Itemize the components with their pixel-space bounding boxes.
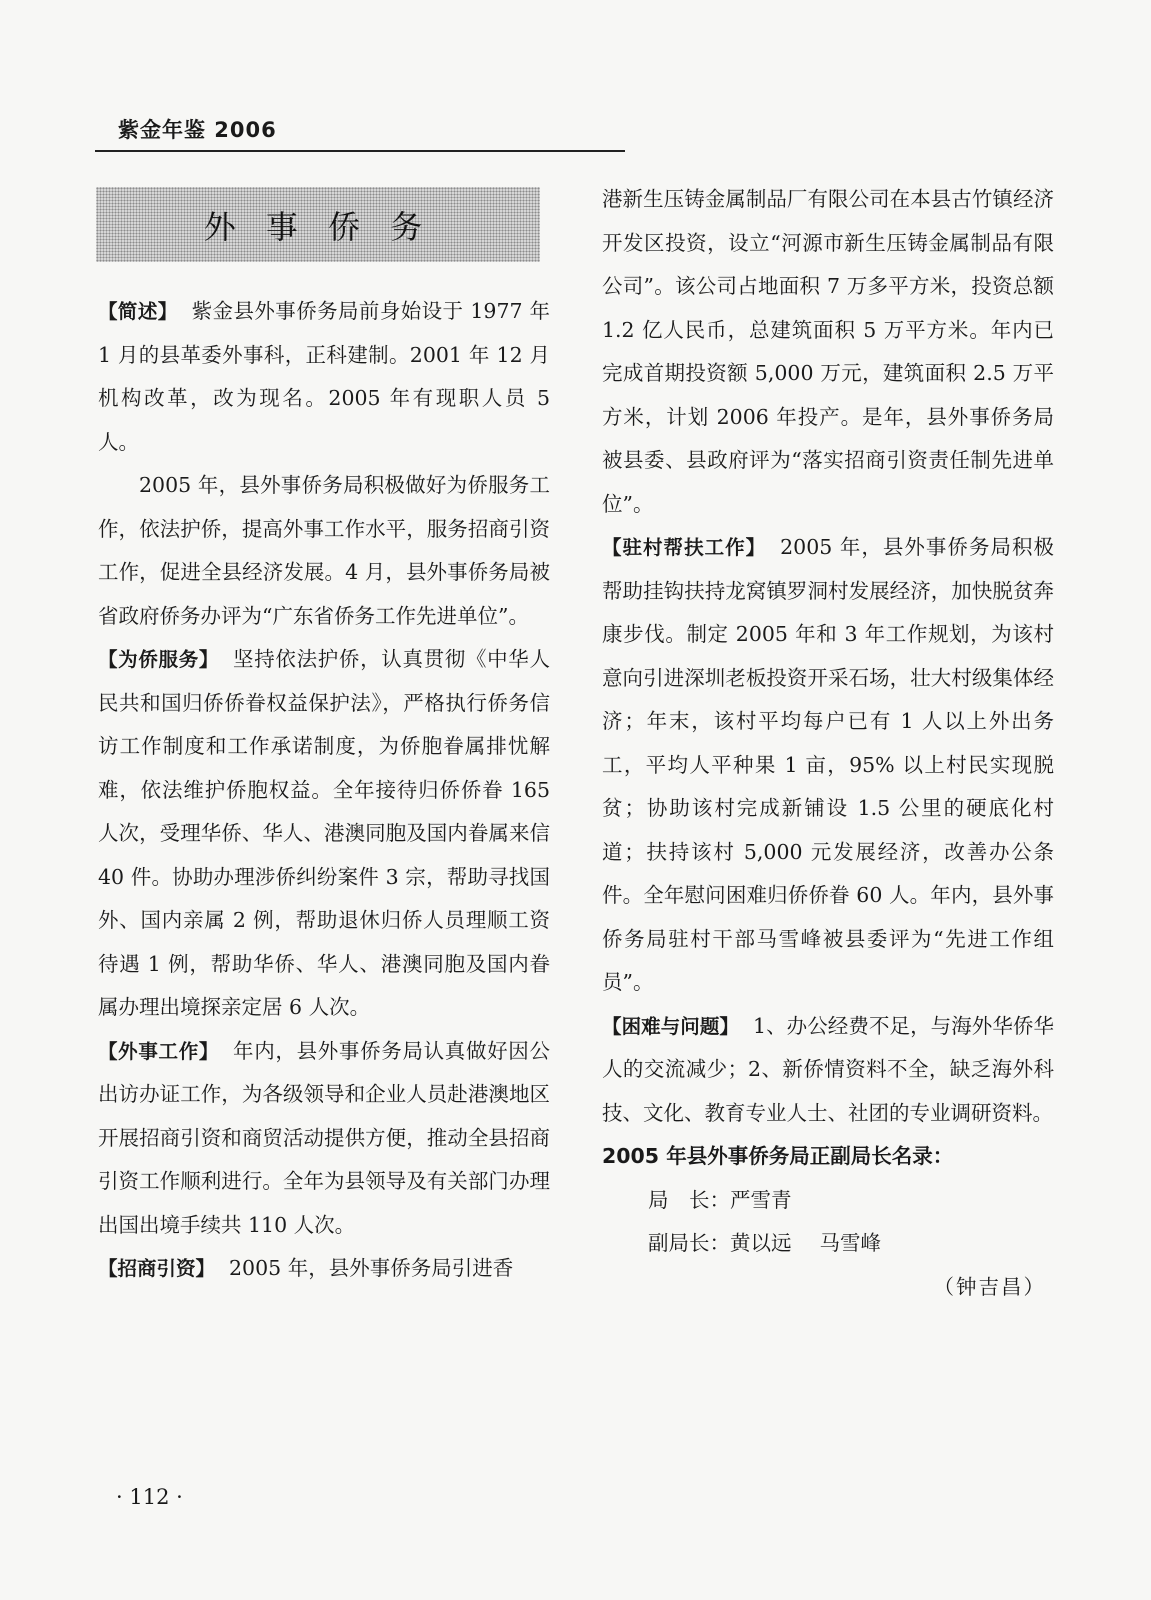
paragraph-overview	[98, 290, 550, 464]
paragraph-problems	[602, 1005, 1054, 1136]
header-rule	[95, 150, 625, 152]
paragraph-text: 2005 年，县外事侨务局引进香	[229, 1256, 514, 1280]
section-title-banner	[96, 187, 540, 262]
paragraph-text: 坚持依法护侨，认真贯彻《中华人民共和国归侨侨眷权益保护法》，严格执行侨务信访工作制度和工作承诺制度，为侨胞眷属排忧解难，依法维护侨胞权益。全年接待归侨侨眷 165 人次，受理华侨、华人、港澳同胞及国内眷属来信 40 件。协助办理涉侨纠纷案件 3 宗，帮助寻找国外、国内亲属 2 例，帮助退休归侨人员理顺工资待遇 1 例，帮助华侨、华人、港澳同胞及国内眷属办理出境探亲定居 6 人次。	[98, 647, 550, 1019]
paragraph-text: 紫金县外事侨务局前身始设于 1977 年 1 月的县革委外事科，正科建制。2001 年 12 月机构改革，改为现名。2005 年有现职人员 5 人。	[98, 299, 550, 454]
paragraph-investment	[98, 1247, 550, 1291]
paragraph-investment-continued	[602, 178, 1054, 526]
page-number: · 112 ·	[116, 1485, 183, 1509]
roster-entry: 副局长：黄以远	[648, 1231, 792, 1255]
roster-deputies	[602, 1222, 1054, 1266]
paragraph-summary	[98, 464, 550, 638]
roster-entry: 局 长：严雪青	[648, 1187, 792, 1212]
paragraph-text: 2005 年，县外事侨务局积极帮助挂钩扶持龙窝镇罗洞村发展经济，加快脱贫奔康步伐。制定 2005 年和 3 年工作规划，为该村意向引进深圳老板投资开采石场，壮大村级集体经济；年末，该村平均每户已有 1 人以上外出务工，平均人平种果 1 亩，95% 以上村民实现脱贫；协助该村完成新铺设 1.5 公里的硬底化村道；扶持该村 5,000 元发展经济，改善办公条件。全年慰问困难归侨侨眷 60 人。年内，县外事侨务局驻村干部马雪峰被县委评为“先进工作组员”。	[602, 535, 1054, 994]
left-column	[98, 290, 550, 1291]
paragraph-text: 港新生压铸金属制品厂有限公司在本县古竹镇经济开发区投资，设立“河源市新生压铸金属制品有限公司”。该公司占地面积 7 万多平方米，投资总额 1.2 亿人民币，总建筑面积 5 万平方米。年内已完成首期投资额 5,000 万元，建筑面积 2.5 万平方米，计划 2006 年投产。是年，县外事侨务局被县委、县政府评为“落实招商引资责任制先进单位”。	[602, 187, 1054, 516]
right-column	[602, 178, 1054, 1309]
paragraph-overseas-service	[98, 638, 550, 1030]
paragraph-tag: 【外事工作】	[98, 1039, 220, 1063]
roster-director	[602, 1179, 1054, 1223]
section-title: 外 事 侨 务	[203, 207, 433, 246]
author-credit: （钟吉昌）	[933, 1274, 1046, 1299]
paragraph-foreign-affairs	[98, 1030, 550, 1248]
paragraph-tag: 【招商引资】	[98, 1257, 216, 1280]
paragraph-text: 2005 年，县外事侨务局积极做好为侨服务工作，依法护侨，提高外事工作水平，服务招商引资工作，促进全县经济发展。4 月，县外事侨务局被省政府侨务办评为“广东省侨务工作先进单位”。	[98, 473, 550, 628]
paragraph-village-aid	[602, 526, 1054, 1005]
paragraph-tag: 【简述】	[98, 300, 178, 323]
running-head: 紫金年鉴 2006	[118, 118, 277, 142]
paragraph-tag: 【为侨服务】	[98, 648, 220, 671]
roster-title: 2005 年县外事侨务局正副局长名录：	[602, 1144, 954, 1168]
roster-entry: 马雪峰	[819, 1231, 881, 1255]
paragraph-tag: 【驻村帮扶工作】	[602, 536, 767, 559]
paragraph-text: 年内，县外事侨务局认真做好因公出访办证工作，为各级领导和企业人员赴港澳地区开展招商引资和商贸活动提供方便，推动全县招商引资工作顺利进行。全年为县领导及有关部门办理出国出境手续共 110 人次。	[98, 1038, 550, 1237]
paragraph-text: 1、办公经费不足，与海外华侨华人的交流减少；2、新侨情资料不全，缺乏海外科技、文化、教育专业人士、社团的专业调研资料。	[602, 1013, 1054, 1125]
paragraph-tag: 【困难与问题】	[602, 1014, 739, 1038]
